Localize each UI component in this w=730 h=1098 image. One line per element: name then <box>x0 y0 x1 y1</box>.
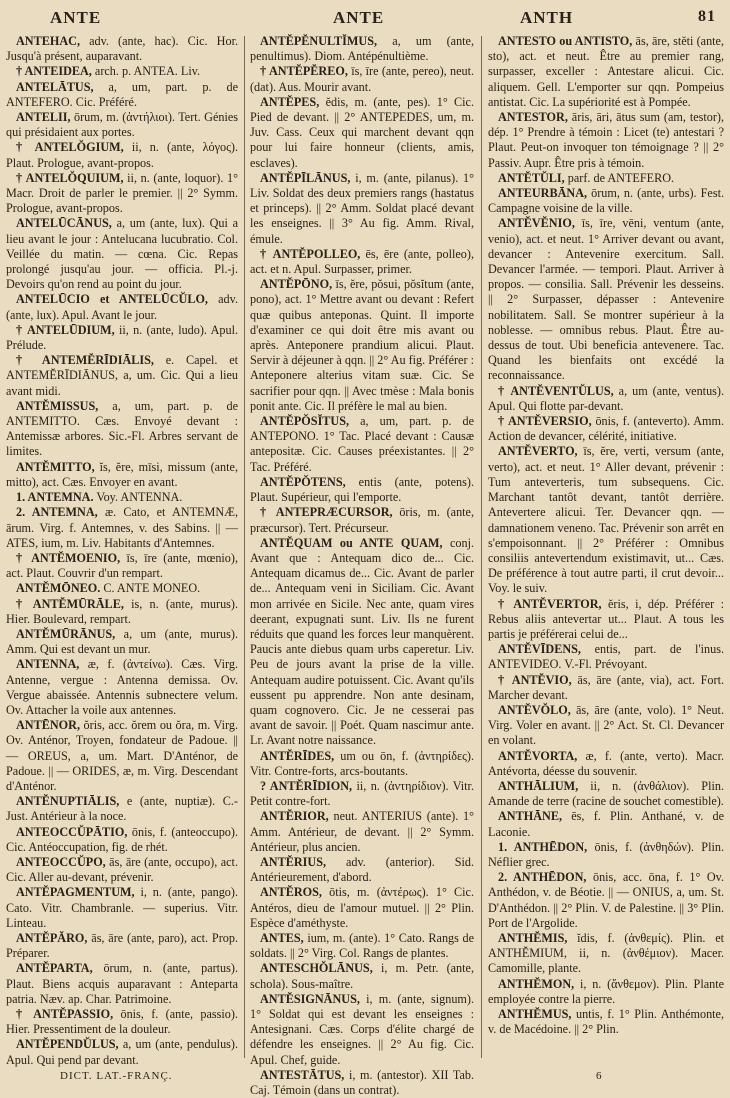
dictionary-entry <box>488 444 724 596</box>
entry-headword: ANTĔPĂRO, <box>16 930 88 945</box>
dictionary-entry <box>488 931 724 977</box>
entry-headword: 1. ANTEMNA. <box>16 490 94 505</box>
dictionary-entry <box>6 581 238 596</box>
entry-definition: ōnis, f. (ἀνθηδών). Plin. Néflier grec. <box>488 839 724 869</box>
column-1 <box>6 34 239 1067</box>
dictionary-entry <box>6 718 238 794</box>
entry-definition: ōnis, f. (anteverto). Amm. Action de devancer, célérité, initiative. <box>488 414 724 444</box>
entry-headword: † ANTĔMOENIO, <box>16 550 121 565</box>
entry-definition: i, m. (antestor). XII Tab. Caj. Témoin (dans un contrat). <box>250 1067 474 1098</box>
entry-headword: ANTĒNOR, <box>16 718 80 733</box>
entry-definition: neut. ANTERIUS (ante). 1° Amm. Antérieur, de devant. || 2° Symm. Antérieur, plus ancien. <box>250 809 475 854</box>
entry-headword: ANTĔPŎSĬTUS, <box>260 414 350 429</box>
dictionary-entry <box>6 931 238 961</box>
entry-headword: † ANTEPRÆCURSOR, <box>260 505 393 520</box>
dictionary-entry <box>250 779 474 809</box>
entry-headword: ANTĔTŬLI, <box>498 170 565 185</box>
entry-definition: Voy. ANTENNA. <box>96 490 183 505</box>
column-2 <box>250 34 475 1098</box>
entry-definition: i, n. (ἄνθεμον). Plin. Plante employée contre la pierre. <box>488 976 724 1006</box>
entry-headword: ANTHĔMON, <box>498 976 575 991</box>
entry-definition: ōris, m. (ante, præcursor). Tert. Précurseur. <box>250 505 475 535</box>
dictionary-entry <box>250 536 474 749</box>
entry-headword: ANTELŪCIO et ANTELŪCŬLO, <box>16 292 208 307</box>
entry-headword: ANTESTO ou ANTISTO, <box>498 34 633 48</box>
entry-definition: untis, f. 1° Plin. Anthémonte, v. de Macédoine. || 2° Plin. <box>488 1007 725 1037</box>
entry-headword: † ANTELŪDIUM, <box>16 322 115 337</box>
dictionary-entry <box>6 597 238 627</box>
entry-headword: ANTĔPĔNULTĬMUS, <box>260 34 378 48</box>
entry-definition: a, um (ante, lux). Qui a lieu avant le jour : Antelucana lucubratio. Col. Veillée du matin. — cœna. Cic. Repas prolongé jusqu'au jour. — officia. Pl.-j. Devoirs qu'on rend au point du jour. <box>6 216 238 292</box>
dictionary-entry <box>250 961 474 991</box>
dictionary-entry <box>488 171 724 186</box>
dictionary-entry <box>6 961 238 1007</box>
running-head-left: ANTE <box>50 8 102 27</box>
entry-headword: ANTHĀLIUM, <box>498 778 579 793</box>
dictionary-entry <box>6 460 238 490</box>
entry-definition: ium, m. (ante). 1° Cato. Rangs de soldats. || 2° Virg. Col. Rangs de plantes. <box>250 930 474 961</box>
dictionary-entry <box>6 855 238 885</box>
dictionary-entry <box>6 292 238 322</box>
entry-definition: æ. Cato, et ANTEMNÆ, ārum. Virg. f. Antemnes, v. des Sabins. || — ATES, ium, m. Liv. Habitants d'Antemnes. <box>6 505 239 550</box>
dictionary-entry <box>6 34 238 64</box>
entry-definition: ās, āre (ante, volo). 1° Neut. Virg. Voler en avant. || 2° Act. St. Cl. Devancer en volant. <box>488 702 724 748</box>
dictionary-entry <box>6 353 238 399</box>
entry-headword: ANTĔVĪDENS, <box>498 642 581 657</box>
entry-headword: ANTELĀTUS, <box>16 79 94 94</box>
running-head-center: ANTE <box>333 8 385 27</box>
dictionary-entry <box>488 597 724 643</box>
entry-definition: arch. p. ANTEA. Liv. <box>94 64 201 79</box>
entry-headword: † ANTĔPĔREO, <box>260 64 348 79</box>
dictionary-entry <box>6 825 238 855</box>
entry-definition: ŏris, acc. ŏrem ou ŏra, m. Virg. Ov. Anténor, Troyen, fondateur de Padoue. || — OREUS, a, um. Mart. D'Anténor, de Padoue. || — ORIDES, æ, m. Virg. Descendant d'Anténor. <box>6 718 238 793</box>
dictionary-entry <box>488 414 724 444</box>
entry-definition: is, n. (ante, murus). Hier. Boulevard, rempart. <box>6 596 239 626</box>
entry-headword: † ANTELŎGIUM, <box>16 140 124 155</box>
entry-definition: īs, ĕre, verti, versum (ante, verto), act. et neut. 1° Aller devant, prévenir : Tum anteverteris, tum subsequens. Cic. Marchant tantôt devant, tantôt derrière. Antevertere alicui. Ter. Devancer qqn. — damnationem veneno. Tac. Prévenir son arrêt en s'empoisonnant. || 2° Préférer : Omnibus consiliis antevertendum existimavit, ut... Cæs. De préférence à tout autre parti, il crut devoir... Voy. le suiv. <box>488 444 725 596</box>
entry-definition: āris, āri, ātus sum (am, testor), dép. 1° Prendre à témoin : Licet (te) antestari ? Plaut. Peut-on invoquer ton témoignage ? || 2° Passiv. Aupr. Être pris à témoin. <box>488 110 724 170</box>
entry-definition: ĕdis, m. (ante, pes). 1° Cic. Pied de devant. || 2° ANTEPEDES, um, m. Juv. Cass. Ceux qui marchent devant qqn pour lui faire honneur (clients, amis, esclaves). <box>250 94 475 170</box>
entry-headword: ANTEHAC, <box>16 34 80 48</box>
entry-definition: ās, āre (ante, via), act. Fort. Marcher devant. <box>488 672 725 702</box>
entry-headword: † ANTĔPASSIO, <box>16 1007 114 1021</box>
dictionary-entry <box>488 977 724 1007</box>
dictionary-entry <box>488 110 724 171</box>
entry-headword: ANTĔROS, <box>260 885 322 900</box>
dictionary-entry <box>488 870 724 931</box>
entry-definition: ēs, f. Plin. Anthané, v. de Laconie. <box>488 809 724 839</box>
entry-definition: ōnis, acc. ōna, f. 1° Ov. Anthédon, v. de Béotie. || — ONIUS, a, um. St. D'Anthédon. || 2° Plin. V. de Palestine. || 3° Plin. Port de l'Argolide. <box>488 870 724 930</box>
dictionary-entry <box>6 657 238 718</box>
entry-definition: ii, n. (ante, ludo). Apul. Prélude. <box>6 322 239 353</box>
dictionary-entry <box>6 323 238 353</box>
dictionary-entry <box>250 505 474 535</box>
entry-definition: ĭs, ĕre, mīsi, missum (ante, mitto), act. Cæs. Envoyer en avant. <box>6 459 238 489</box>
entry-headword: ANTESTOR, <box>498 110 568 125</box>
entry-headword: ANTĔMŪRĀNUS, <box>16 626 116 641</box>
entry-headword: ANTENNA, <box>16 657 80 672</box>
dictionary-entry <box>250 931 474 961</box>
entry-headword: † ANTĔVERSIO, <box>498 414 592 429</box>
entry-definition: a, um (ante, murus). Amm. Qui est devant un mur. <box>6 626 239 657</box>
entry-definition: ii, n. (ante, loquor). 1° Macr. Droit de parler le premier. || 2° Symm. Prologue, avant-propos. <box>6 170 238 216</box>
dictionary-entry <box>250 171 474 247</box>
entry-definition: ōrum, m. (ἀντήλιοι). Tert. Génies qui présidaient aux portes. <box>6 110 238 140</box>
entry-headword: ANTEOCCŬPĀTIO, <box>16 824 128 839</box>
entry-definition: um ou ōn, f. (ἀντηρίδες). Vitr. Contre-forts, arcs-boutants. <box>250 748 475 778</box>
dictionary-entry <box>488 642 724 672</box>
entry-definition: a, um (ante, pendulus). Apul. Qui pend par devant. <box>6 1037 239 1067</box>
entry-headword: ANTĔPES, <box>260 94 320 109</box>
entry-definition: adv. (ante, lux). Apul. Avant le jour. <box>6 292 238 322</box>
dictionary-entry <box>488 703 724 749</box>
entry-headword: ANTĔRIUS, <box>260 854 327 869</box>
entry-headword: ANTĔMITTO, <box>16 459 95 474</box>
entry-headword: ANTĔPĪLĀNUS, <box>260 170 351 185</box>
entry-headword: ? ANTĔRĪDION, <box>260 778 353 793</box>
dictionary-entry <box>488 1007 724 1037</box>
entry-definition: a, um (ante, ventus). Apul. Qui flotte par-devant. <box>488 383 725 413</box>
entry-definition: i, m. Petr. (ante, schola). Sous-maître. <box>250 961 474 991</box>
dictionary-entry <box>488 779 724 809</box>
entry-definition: adv. (ante, hac). Cic. Hor. Jusqu'à présent, auparavant. <box>6 34 239 64</box>
dictionary-entry <box>250 247 474 277</box>
entry-headword: ANTHĔMUS, <box>498 1007 572 1021</box>
dictionary-entry <box>250 64 474 94</box>
dictionary-entry <box>6 794 238 824</box>
entry-definition: ōnis, f. (anteoccupo). Cic. Antéoccupation, fig. de rhét. <box>6 824 238 854</box>
entry-definition: adv. (anterior). Sid. Antérieurement, d'abord. <box>250 854 475 885</box>
dictionary-entry <box>6 551 238 581</box>
entry-definition: ās, āre, stĕti (ante, sto), act. et neut. Être au premier rang, surpasser, exceller : Antestare alicui. Cic. aliquem. Gell. L'emporter sur qqn. Pompeius antistat. Cic. La supériorité est à Pompée. <box>488 34 725 109</box>
entry-definition: ās, āre (ante, paro), act. Prop. Préparer. <box>6 930 238 961</box>
dictionary-entry <box>488 673 724 703</box>
entry-definition: ōtis, m. (ἀντέρως). 1° Cic. Antéros, dieu de l'amour mutuel. || 2° Plin. Espèce d'améthyste. <box>250 885 474 930</box>
entry-definition: a, um, part. p. de ANTEFERO. Cic. Préféré. <box>6 79 239 109</box>
dictionary-entry <box>488 840 724 870</box>
entry-headword: ANTĔPŌNO, <box>260 277 333 292</box>
dictionary-entry <box>6 216 238 292</box>
entry-headword: ANTĔRIOR, <box>260 809 329 824</box>
entry-headword: ANTĔPENDŬLUS, <box>16 1037 119 1052</box>
entry-headword: 2. ANTEMNA, <box>16 505 98 520</box>
dictionary-entry <box>250 749 474 779</box>
entry-definition: i, m. (ante, signum). 1° Soldat qui est devant les enseignes : Antesignani. Cæs. Corps d'élite chargé de défendre les enseignes. || 2° Au fig. Cic. Apul. Chef, guide. <box>250 991 475 1067</box>
dictionary-entry <box>250 277 474 414</box>
entry-definition: īs, ĕre, pŏsui, pŏsĭtum (ante, pono), act. 1° Mettre avant ou devant : Refert quæ quibus anteponas. Quint. Il importe d'examiner ce qui doit être mis avant ou après. Anteponere prandium alicui. Plaut. Servir à déjeuner à qqn. || 2° Au fig. Préférer : Anteponere alterius vitam suæ. Cic. Se sacrifier pour qqn. || Avec tmèse : Mala bonis ponit ante. Cic. Il préfère le mal au bien. <box>250 277 474 413</box>
entry-definition: æ, f. (ante, verto). Macr. Antévorta, déesse du souvenir. <box>488 748 725 778</box>
entry-headword: ANTELII, <box>16 110 71 125</box>
entry-definition: ōnis, f. (ante, passio). Hier. Pressentiment de la douleur. <box>6 1007 239 1037</box>
entry-headword: † ANTĔPOLLEO, <box>260 246 361 261</box>
dictionary-entry <box>6 1037 238 1067</box>
entry-headword: ANTESTĀTUS, <box>260 1067 345 1082</box>
entry-headword: ANTĔVERTO, <box>498 444 578 459</box>
dictionary-entry <box>6 110 238 140</box>
entry-definition: i, m. (ante, pilanus). 1° Liv. Soldat des deux premiers rangs (hastatus et princeps). || 2° Amm. Soldat placé devant les enseignes. || 3° Au fig. Amm. Rival, émule. <box>250 170 474 246</box>
entry-definition: entis, part. de l'inus. ANTEVIDEO. V.-Fl. Prévoyant. <box>488 642 725 672</box>
entry-headword: ANTELŪCĀNUS, <box>16 216 112 231</box>
entry-headword: ANTĔQUAM ou ANTE QUAM, <box>260 535 443 550</box>
entry-headword: † ANTĔVIO, <box>498 672 572 687</box>
dictionary-entry <box>488 809 724 839</box>
entry-definition: ēs, ēre (ante, polleo), act. et n. Apul. Surpasser, primer. <box>250 246 474 277</box>
dictionary-entry <box>250 414 474 475</box>
entry-definition: īs, īre, vēni, ventum (ante, venio), act. et neut. 1° Arriver devant ou avant, devancer : Antevenire exercitum. Sall. Devancer l'armée. — tempori. Plaut. Arriver à propos. — consilia. Sall. Prévenir les desseins. || 2° Surpasser, dépasser : Antevenire nobilitatem. Sall. Se montrer supérieur à la noblesse. — omnibus rebus. Plaut. Être au-dessus de tout. Ubi beneficia antevenere. Tac. Quand les bienfaits ont excédé la reconnaissance. <box>488 216 724 383</box>
dictionary-entry <box>6 399 238 460</box>
entry-headword: ANTHĔMIS, <box>498 930 568 945</box>
dictionary-entry <box>250 885 474 931</box>
entry-definition: ās, āre (ante, occupo), act. Cic. Aller au-devant, prévenir. <box>6 854 238 885</box>
entry-definition: ōrum, n. (ante, urbs). Fest. Campagne voisine de la ville. <box>488 186 725 216</box>
column-3 <box>488 34 724 1064</box>
entry-headword: ANTĔMISSUS, <box>16 398 99 413</box>
entry-headword: † ANTĔVERTOR, <box>498 596 602 611</box>
entry-definition: a, um, part. p. de ANTEPONO. 1° Tac. Placé devant : Causæ antepositæ. Cic. Causes préexistantes. || 2° Tac. Préféré. <box>250 414 474 474</box>
dictionary-entry <box>250 34 474 64</box>
page-number: 81 <box>698 8 716 25</box>
column-divider <box>481 36 482 1058</box>
entry-headword: ANTHĀNE, <box>498 809 562 824</box>
entry-definition: ĕris, i, dép. Préférer : Rebus aliis antevertar ut... Plaut. A tous les partis je préférerai celui de... <box>488 596 724 641</box>
dictionary-entry <box>250 855 474 885</box>
entry-headword: ANTĔMŌNEO. <box>16 581 101 596</box>
dictionary-entry <box>6 627 238 657</box>
footer-sheet-number: 6 <box>596 1070 602 1082</box>
entry-headword: † ANTELŎQUIUM, <box>16 170 124 185</box>
entry-headword: ANTĔRĪDES, <box>260 748 335 763</box>
entry-definition: æ, f. (ἀντείνω). Cæs. Virg. Antenne, vergue : Antenna demissa. Ov. Vergue abaissée. Antennis subnectere velum. Ov. Attacher la voile aux antennes. <box>6 657 238 717</box>
column-divider <box>244 36 245 1058</box>
entry-headword: ANTĔVŎLO, <box>498 702 571 717</box>
entry-headword: † ANTĔMŪRĀLE, <box>16 596 124 611</box>
entry-headword: † ANTĔVENTŬLUS, <box>498 383 614 398</box>
entry-headword: 1. ANTHĒDON, <box>498 839 588 854</box>
entry-headword: † ANTEMĔRĪDIĀLIS, <box>16 353 154 368</box>
entry-definition: e. Capel. et ANTEMĔRĪDIĀNUS, a, um. Cic. Qui a lieu avant midi. <box>6 353 238 398</box>
entry-headword: ANTES, <box>260 930 304 945</box>
entry-definition: īs, īre (ante, mœnio), act. Plaut. Couvrir d'un rempart. <box>6 550 239 581</box>
entry-headword: † ANTEIDEA, <box>16 64 92 79</box>
entry-headword: ANTESCHŎLĀNUS, <box>260 961 373 976</box>
entry-definition: īs, īre (ante, pereo), neut. (dat). Aus. Mourir avant. <box>250 64 475 94</box>
entry-headword: ANTEURBĀNA, <box>498 186 588 201</box>
entry-headword: ANTĔPARTA, <box>16 961 93 976</box>
entry-definition: conj. Avant que : Antequam dico de... Cic. Antequam dicamus de... Cic. Avant de parler de... Antequam veni in Siciliam. Cic. Avant mon arrivée en Sicile. Nec ante, quam vires deerant, expugnati sunt. Liv. Ils ne furent réduits que quand les forces leur manquèrent. Paucis ante diebus quam urbs caperetur. Liv. Peu de jours avant la prise de la ville. Antequam audire potuissent. Cic. Avant qu'ils eussent pu apprendre. Non ante desinam, quam cognovero. Cic. Je ne cesserai pas avant de savoir. || Poét. Quam nascimur ante. Lr. Avant notre naissance. <box>250 535 475 748</box>
entry-definition: a, um (ante, penultimus). Diom. Antépénultième. <box>250 34 475 64</box>
running-head-right: ANTH <box>520 8 574 27</box>
entry-definition: ii, n. (ἀντηρίδιον). Vitr. Petit contre-fort. <box>250 778 474 809</box>
footer-signature: DICT. LAT.-FRANÇ. <box>60 1070 173 1082</box>
dictionary-entry <box>6 505 238 551</box>
dictionary-entry <box>250 809 474 855</box>
dictionary-entry <box>488 34 724 110</box>
entry-headword: ANTĔPŎTENS, <box>260 474 346 489</box>
entry-definition: ōrum, n. (ante, partus). Plaut. Biens acquis auparavant : Anteparta patria. Næv. ap. Char. Patrimoine. <box>6 961 238 1006</box>
dictionary-entry <box>250 1068 474 1098</box>
dictionary-entry <box>6 1007 238 1037</box>
entry-definition: ii, n. (ante, λόγος). Plaut. Prologue, avant-propos. <box>6 140 239 170</box>
entry-headword: 2. ANTHĒDON, <box>498 870 587 885</box>
page-header <box>0 0 730 34</box>
dictionary-entry <box>6 490 238 505</box>
entry-headword: ANTĔNUPTIĀLIS, <box>16 794 120 809</box>
dictionary-entry <box>488 186 724 216</box>
dictionary-entry <box>250 95 474 171</box>
entry-definition: i, n. (ante, pango). Cato. Vitr. Chambranle. — superius. Vitr. Linteau. <box>6 885 239 930</box>
dictionary-entry <box>6 140 238 170</box>
dictionary-entry <box>250 992 474 1068</box>
dictionary-entry <box>6 885 238 931</box>
dictionary-entry <box>6 80 238 110</box>
dictionary-entry <box>488 384 724 414</box>
entry-definition: C. ANTE MONEO. <box>103 581 201 596</box>
dictionary-entry <box>250 475 474 505</box>
entry-definition: ĭdis, f. (ἀνθεμίς). Plin. et ANTHĔMIUM, ii, n. (ἀνθέμιον). Macer. Camomille, plante. <box>488 930 724 976</box>
dictionary-entry <box>488 216 724 383</box>
entry-definition: ii, n. (ἀνθάλιον). Plin. Amande de terre (racine de souchet comestible). <box>488 778 725 809</box>
entry-headword: ANTEOCCŬPO, <box>16 854 106 869</box>
entry-definition: entis (ante, potens). Plaut. Supérieur, qui l'emporte. <box>250 474 474 505</box>
entry-definition: e (ante, nuptiæ). C.-Just. Antérieur à la noce. <box>6 794 238 824</box>
entry-definition: parf. de ANTEFERO. <box>567 170 675 185</box>
dictionary-entry <box>6 64 238 79</box>
dictionary-entry <box>488 749 724 779</box>
entry-definition: a, um, part. p. de ANTEMITTO. Cæs. Envoyé devant : Antemissæ arbores. Sic.-Fl. Arbres servant de limites. <box>6 398 238 459</box>
entry-headword: ANTĔPAGMENTUM, <box>16 885 135 900</box>
entry-headword: ANTĔVORTA, <box>498 748 578 763</box>
entry-headword: ANTĔSIGNĀNUS, <box>260 991 360 1006</box>
dictionary-entry <box>6 171 238 217</box>
entry-headword: ANTĔVĔNIO, <box>498 216 575 231</box>
